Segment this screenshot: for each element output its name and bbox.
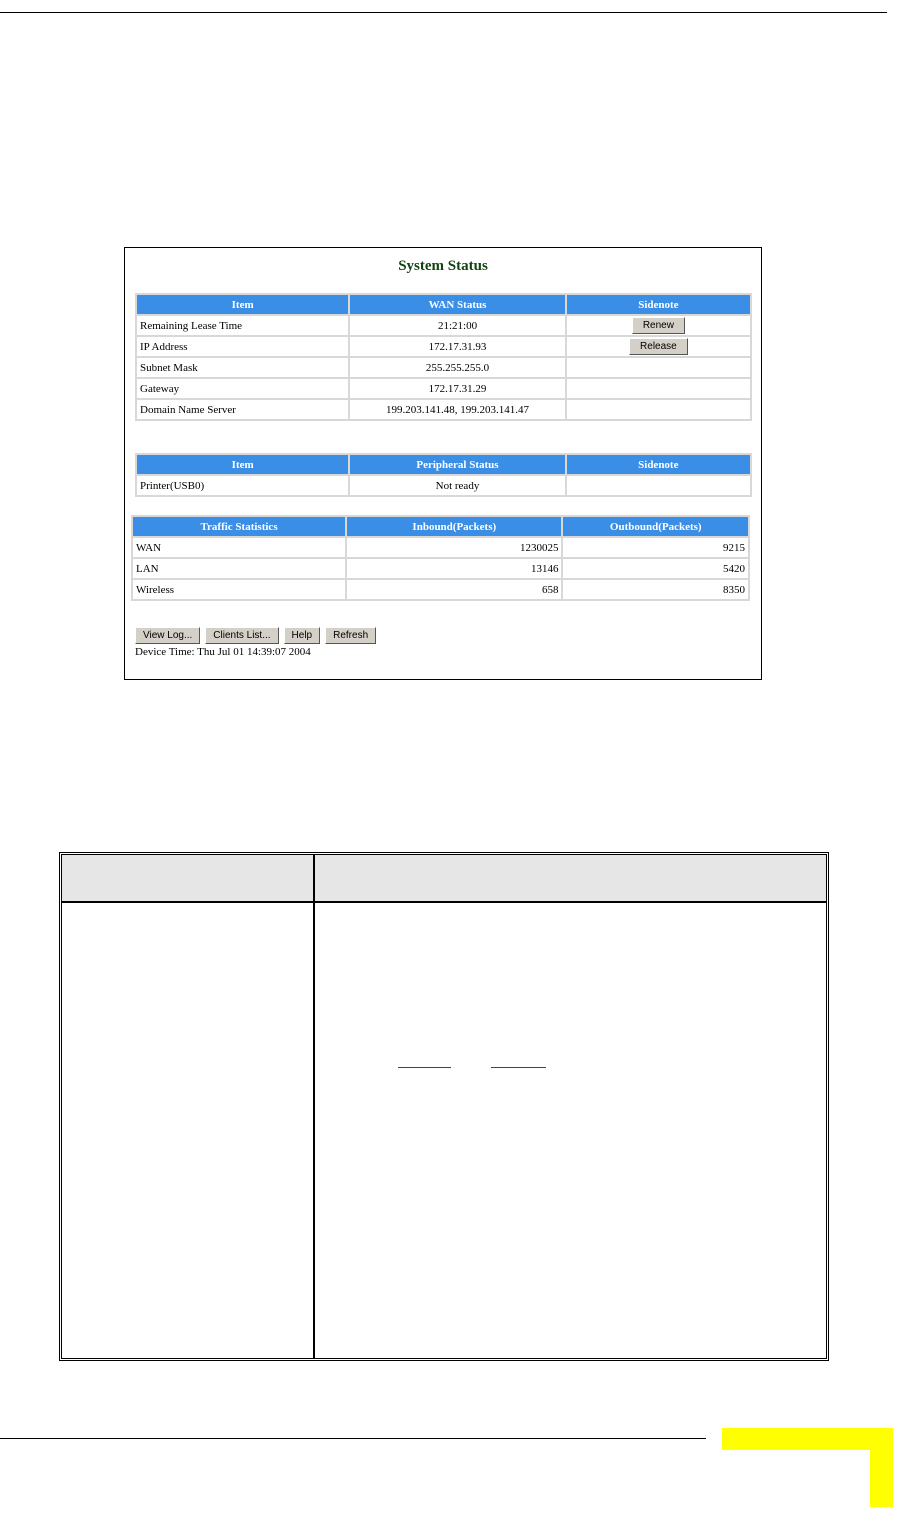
row-value: 255.255.255.0 (349, 357, 566, 378)
row-label: Printer(USB0) (136, 475, 349, 496)
wan-header-status: WAN Status (349, 294, 566, 315)
page-corner-mark (870, 1428, 893, 1507)
footer-rule (0, 1438, 706, 1439)
row-label: Remaining Lease Time (136, 315, 349, 336)
row-value: 172.17.31.93 (349, 336, 566, 357)
action-bar (135, 625, 377, 644)
row-value: 172.17.31.29 (349, 378, 566, 399)
description-table (59, 852, 829, 1361)
peripheral-header-item: Item (136, 454, 349, 475)
row-label: Subnet Mask (136, 357, 349, 378)
hyperlink-underline[interactable] (398, 1067, 451, 1068)
row-value: Not ready (349, 475, 565, 496)
traffic-statistics-table (131, 515, 750, 601)
row-label: Wireless (132, 579, 346, 600)
row-outbound: 9215 (562, 537, 749, 558)
description-table-header (62, 855, 826, 903)
traffic-header-inbound: Inbound(Packets) (346, 516, 562, 537)
peripheral-header-status: Peripheral Status (349, 454, 565, 475)
table-row (136, 336, 751, 357)
refresh-button[interactable]: Refresh (325, 627, 376, 644)
system-status-screenshot (124, 247, 762, 680)
row-sidenote (566, 378, 751, 399)
table-row (136, 378, 751, 399)
traffic-header-outbound: Outbound(Packets) (562, 516, 749, 537)
row-label: WAN (132, 537, 346, 558)
wan-header-item: Item (136, 294, 349, 315)
row-label: LAN (132, 558, 346, 579)
row-inbound: 658 (346, 579, 562, 600)
row-value: 21:21:00 (349, 315, 566, 336)
row-sidenote (566, 475, 751, 496)
row-label: Domain Name Server (136, 399, 349, 420)
system-status-title: System Status (398, 258, 488, 274)
table-row (136, 357, 751, 378)
release-button[interactable]: Release (629, 338, 688, 355)
row-label: IP Address (136, 336, 349, 357)
wan-header-sidenote: Sidenote (566, 294, 751, 315)
peripheral-status-table (135, 453, 752, 497)
device-time: Device Time: Thu Jul 01 14:39:07 2004 (135, 646, 311, 658)
row-sidenote (566, 357, 751, 378)
row-inbound: 13146 (346, 558, 562, 579)
table-row (132, 558, 749, 579)
table-row (132, 537, 749, 558)
column-divider (313, 855, 315, 1358)
header-rule (0, 12, 887, 13)
table-row (136, 315, 751, 336)
row-inbound: 1230025 (346, 537, 562, 558)
row-label: Gateway (136, 378, 349, 399)
help-button[interactable]: Help (284, 627, 321, 644)
table-row (136, 475, 751, 496)
table-row (132, 579, 749, 600)
page-corner-mark (722, 1428, 893, 1450)
renew-button[interactable]: Renew (632, 317, 685, 334)
wan-status-table (135, 293, 752, 421)
traffic-header-name: Traffic Statistics (132, 516, 346, 537)
peripheral-header-sidenote: Sidenote (566, 454, 751, 475)
row-sidenote (566, 399, 751, 420)
clients-list-button[interactable]: Clients List... (205, 627, 278, 644)
row-outbound: 8350 (562, 579, 749, 600)
row-outbound: 5420 (562, 558, 749, 579)
hyperlink-underline[interactable] (491, 1067, 546, 1068)
row-value: 199.203.141.48, 199.203.141.47 (349, 399, 566, 420)
view-log-button[interactable]: View Log... (135, 627, 200, 644)
table-row (136, 399, 751, 420)
